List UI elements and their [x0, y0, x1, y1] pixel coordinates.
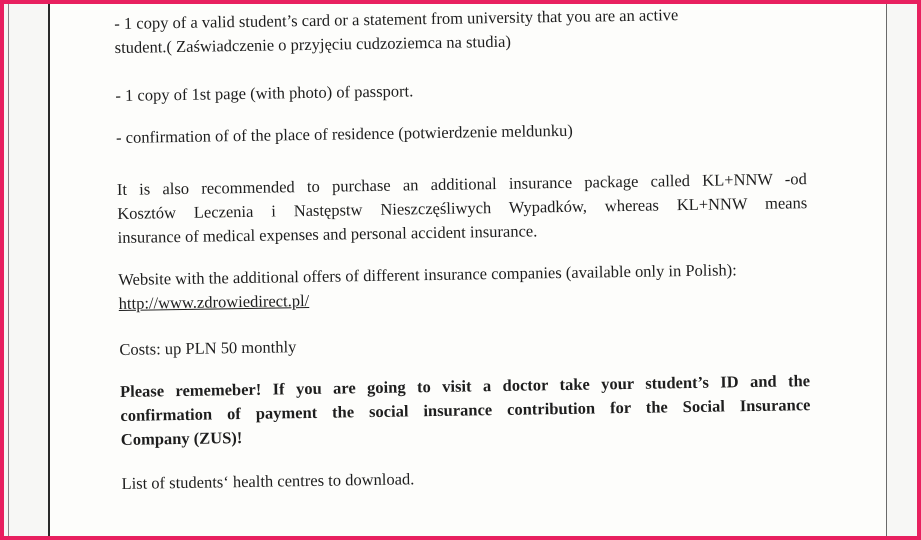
website-intro: Website with the additional offers of different insurance companies (available only in Polish):	[118, 260, 737, 289]
reminder-line2: confirmation of payment the social insurance contribution for the Social Insurance	[120, 395, 811, 425]
bullet-passport: - 1 copy of 1st page (with photo) of passport.	[115, 81, 414, 105]
insurance-paragraph-line3: insurance of medical expenses and personal accident insurance.	[117, 221, 538, 247]
insurance-paragraph-line2: Kosztów Leczenia i Następstw Nieszczęśliwych Wypadków, whereas KL+NNW means	[117, 193, 808, 223]
website-link[interactable]: http://www.zdrowiedirect.pl/	[118, 290, 310, 313]
scan-edge-line	[8, 4, 9, 540]
bullet-residence: - confirmation of of the place of residence (potwierdzenie meldunku)	[115, 120, 573, 147]
bullet-student-card-line2: student.( Zaświadczenie o przyjęciu cudzoziemca na studia)	[114, 31, 512, 57]
reminder-line3: Company (ZUS)!	[120, 428, 243, 449]
bullet-student-card-line1: - 1 copy of a valid student’s card or a statement from university that you are an active	[114, 5, 679, 33]
reminder-line1: Please rememeber! If you are going to visit a doctor take your student’s ID and the	[119, 371, 811, 401]
insurance-paragraph-line1: It is also recommended to purchase an additional insurance package called KL+NNW -od	[116, 169, 807, 199]
health-centres-text[interactable]: List of students‘ health centres to download.	[121, 469, 415, 493]
costs-text: Costs: up PLN 50 monthly	[119, 337, 297, 359]
